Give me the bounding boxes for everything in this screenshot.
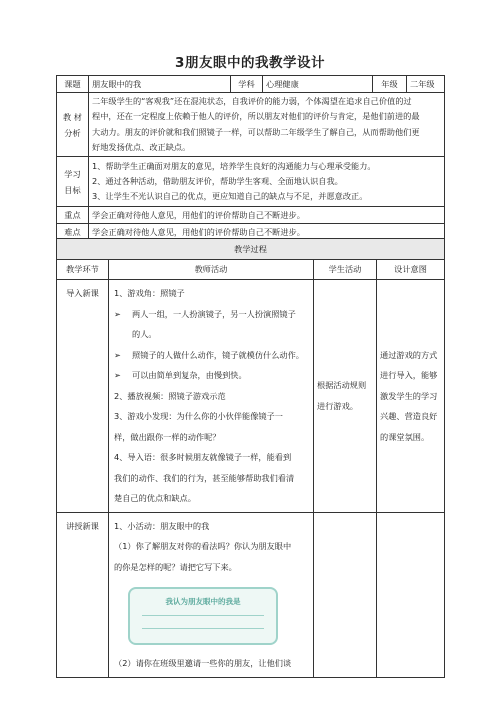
- lesson-teacher-activity: [109, 512, 314, 677]
- topic-value: 朋友眼中的我: [89, 76, 231, 93]
- intro-line: 我们的动作、我们的行为，甚至能够帮助我们看清: [114, 472, 295, 483]
- analysis-line: 二年级学生的“客观我”还在混沌状态，自我评价的能力弱，个体渴望在追求自己价值的过: [92, 96, 412, 107]
- lesson-stage: [57, 512, 109, 677]
- intro-bullet-text: 可以由简单到复杂，由慢到快。: [132, 370, 247, 380]
- goals-label: [57, 157, 89, 207]
- intent-line: 激发学生的学习: [380, 390, 438, 401]
- subject-value: 心理健康: [263, 76, 373, 93]
- intro-bullet-line: [114, 304, 308, 325]
- lesson-stage-label: 讲授新课: [66, 520, 99, 531]
- goal-item: 3、让学生不光认识自己的优点，更应知道自己的缺点与不足，并愿意改正。: [92, 191, 368, 202]
- lesson-line: （1）你了解朋友对你的看法吗？你认为朋友眼中: [114, 541, 292, 551]
- intro-line: 的人。: [132, 329, 157, 339]
- goals-label-line-1: 学习: [64, 168, 81, 179]
- intro-line: 样，做出跟你一样的动作呢？: [114, 431, 221, 442]
- intro-line: 2、播放视频：照镜子游戏示范: [114, 390, 226, 401]
- intro-bullet-text: 照镜子的人做什么动作，镜子就模仿什么动作。: [132, 349, 304, 360]
- analysis-text: [89, 93, 445, 157]
- arrow-bullet-icon: ➢: [114, 308, 121, 319]
- worksheet-card-image: [128, 587, 278, 645]
- intro-bullet-text: 两人一组，一人扮演镜子，另一人扮演照镜子: [132, 308, 296, 319]
- process-table: [56, 238, 445, 678]
- goals-label-line-2: 目标: [64, 184, 81, 195]
- goal-item: 2、通过各种活动，借助朋友评价，帮助学生客观、全面地认识自我。: [92, 175, 343, 186]
- lesson-student-activity: [314, 512, 377, 677]
- student-line: 进行游戏。: [317, 400, 358, 411]
- worksheet-card-title: 我认为朋友眼中的我是: [165, 597, 241, 606]
- analysis-line: 好地发扬优点、改正缺点。: [92, 141, 191, 152]
- process-header: 教学过程: [57, 239, 445, 260]
- keypoint-text: 学会正确对待他人意见，用他们的评价帮助自己不断进步。: [89, 207, 445, 224]
- difficulty-text: 学会正确对待他人意见，用他们的评价帮助自己不断进步。: [89, 224, 445, 241]
- intent-line: 兴趣、营造良好: [380, 411, 438, 421]
- keypoint-label: 重点: [57, 207, 89, 224]
- topic-label: 课题: [57, 76, 89, 93]
- col-teacher-header: 教师活动: [109, 260, 314, 280]
- intro-teacher-activity: [109, 280, 314, 513]
- lesson-line: 1、小活动：朋友眼中的我: [114, 520, 210, 531]
- goals-list: [89, 157, 445, 207]
- worksheet-line: [142, 628, 264, 629]
- lesson-line: 的你是怎样的呢？请把它写下来。: [114, 561, 237, 572]
- lesson-design-intent: [377, 512, 445, 677]
- analysis-label-line-2: 分析: [64, 127, 81, 138]
- intro-line: 4、导入语：很多时候朋友就像镜子一样，能看到: [114, 452, 292, 462]
- arrow-bullet-icon: ➢: [114, 370, 121, 380]
- col-student-header: 学生活动: [314, 260, 377, 280]
- analysis-line: 大动力。朋友的评价就和我们照镜子一样，可以帮助二年级学生了解自己，从而帮助他们更: [92, 126, 420, 137]
- col-stage-header: 教学环节: [57, 260, 109, 280]
- grade-value: 二年级: [407, 76, 445, 93]
- intro-bullet-line: [114, 345, 308, 366]
- intent-line: 进行导入，能够: [380, 370, 438, 380]
- goal-item: 1、帮助学生正确面对朋友的意见，培养学生良好的沟通能力与心理承受能力。: [92, 160, 376, 171]
- arrow-bullet-icon: ➢: [114, 349, 121, 360]
- intent-line: 的课堂氛围。: [380, 431, 430, 442]
- intro-stage: [57, 280, 109, 513]
- analysis-label: [57, 93, 89, 157]
- intro-line: 楚自己的优点和缺点。: [114, 493, 196, 503]
- intro-design-intent: [377, 280, 445, 513]
- intro-line: 3、游戏小发现：为什么你的小伙伴能像镜子一: [114, 411, 283, 421]
- info-table: [56, 75, 445, 241]
- student-line: 根据活动规则: [317, 380, 367, 391]
- intent-line: 通过游戏的方式: [380, 349, 438, 360]
- lesson-line: （2）请你在班级里邀请一些你的朋友，让他们谈: [114, 658, 292, 668]
- analysis-label-line-1: 教 材: [63, 111, 82, 122]
- difficulty-label: 难点: [57, 224, 89, 241]
- intro-bullet-line: [114, 365, 308, 386]
- grade-label: 年级: [373, 76, 407, 93]
- worksheet-line: [142, 615, 264, 616]
- subject-label: 学科: [231, 76, 263, 93]
- analysis-line: 程中，还在一定程度上依赖于他人的评价，所以朋友对他们的评价与肯定，是他们前进的最: [92, 111, 420, 122]
- intro-line: 1、游戏角：照镜子: [114, 288, 185, 298]
- document-title: 3朋友眼中的我教学设计: [175, 55, 325, 71]
- intro-stage-label: 导入新课: [66, 288, 99, 298]
- intro-student-activity: [314, 280, 377, 513]
- col-intent-header: 设计意图: [377, 260, 445, 280]
